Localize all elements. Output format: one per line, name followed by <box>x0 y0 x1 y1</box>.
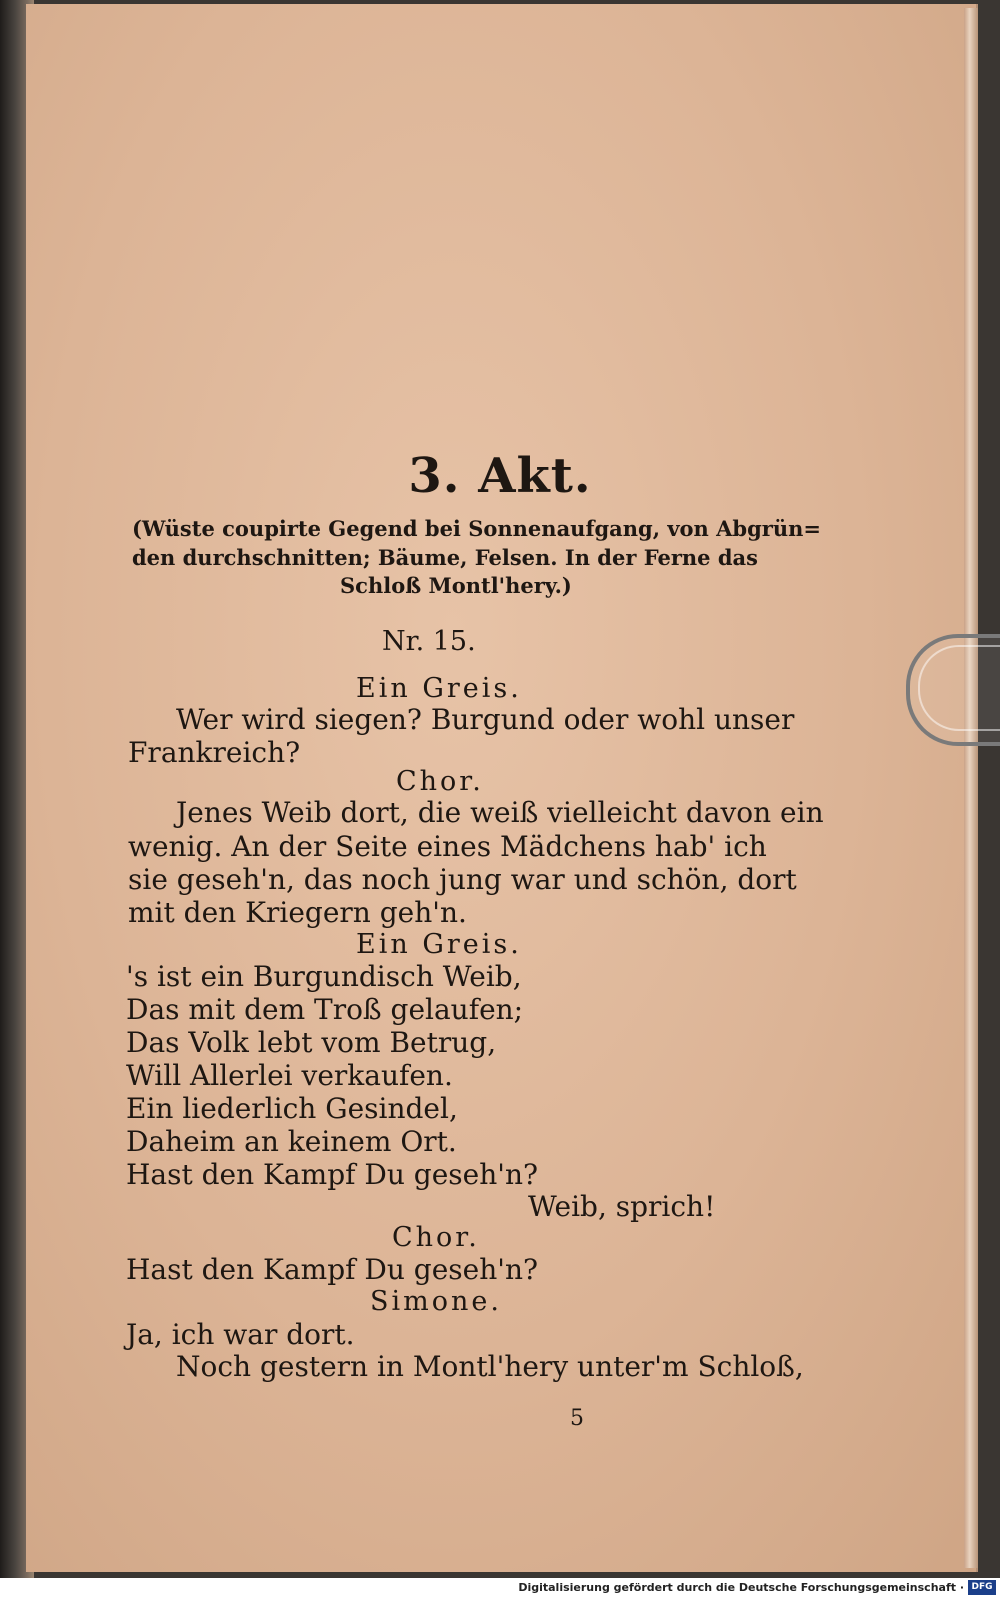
act-title: 3. Akt. <box>408 448 592 504</box>
verse-line: Das mit dem Troß gelaufen; <box>126 993 524 1026</box>
verse-line: 's ist ein Burgundisch Weib, <box>126 960 522 993</box>
page-edge <box>964 8 978 1568</box>
speaker-ein-greis-2: Ein Greis. <box>356 929 522 960</box>
footer-bar <box>0 1578 1000 1599</box>
speech-line: Jenes Weib dort, die weiß vielleicht davon ein <box>176 796 824 829</box>
footer-credit: Digitalisierung gefördert durch die Deutsche Forschungsgemeinschaft · <box>518 1581 964 1594</box>
stage-direction-line-3: Schloß Montl'hery.) <box>340 573 572 598</box>
speaker-ein-greis-1: Ein Greis. <box>356 673 522 704</box>
speech-line: wenig. An der Seite eines Mädchens hab' ich <box>128 830 767 863</box>
verse-line: Weib, sprich! <box>528 1190 716 1223</box>
page-number: 5 <box>570 1406 584 1431</box>
stage-direction-line-2: den durchschnitten; Bäume, Felsen. In der Ferne das <box>132 545 758 570</box>
verse-line: Hast den Kampf Du geseh'n? <box>126 1158 539 1191</box>
speaker-chor-2: Chor. <box>392 1222 480 1253</box>
speech-line: Wer wird siegen? Burgund oder wohl unser <box>176 703 795 736</box>
speaker-chor-1: Chor. <box>396 766 484 797</box>
verse-line: Noch gestern in Montl'hery unter'm Schloß, <box>176 1350 804 1383</box>
verse-line: Hast den Kampf Du geseh'n? <box>126 1253 539 1286</box>
paper-clip-inner <box>918 645 1000 731</box>
verse-line: Ein liederlich Gesindel, <box>126 1092 458 1125</box>
speaker-simone: Simone. <box>370 1286 502 1317</box>
speech-line: Frankreich? <box>128 736 301 769</box>
verse-line: Will Allerlei verkaufen. <box>126 1059 453 1092</box>
speech-line: mit den Kriegern geh'n. <box>128 896 467 929</box>
verse-line: Daheim an keinem Ort. <box>126 1125 457 1158</box>
verse-line: Ja, ich war dort. <box>126 1318 355 1351</box>
stage-direction-line-1: (Wüste coupirte Gegend bei Sonnenaufgang, von Abgrün= <box>132 516 821 541</box>
speech-line: sie geseh'n, das noch jung war und schön, dort <box>128 863 797 896</box>
dfg-logo: DFG <box>968 1580 996 1595</box>
verse-line: Das Volk lebt vom Betrug, <box>126 1026 497 1059</box>
number-heading: Nr. 15. <box>382 626 476 657</box>
